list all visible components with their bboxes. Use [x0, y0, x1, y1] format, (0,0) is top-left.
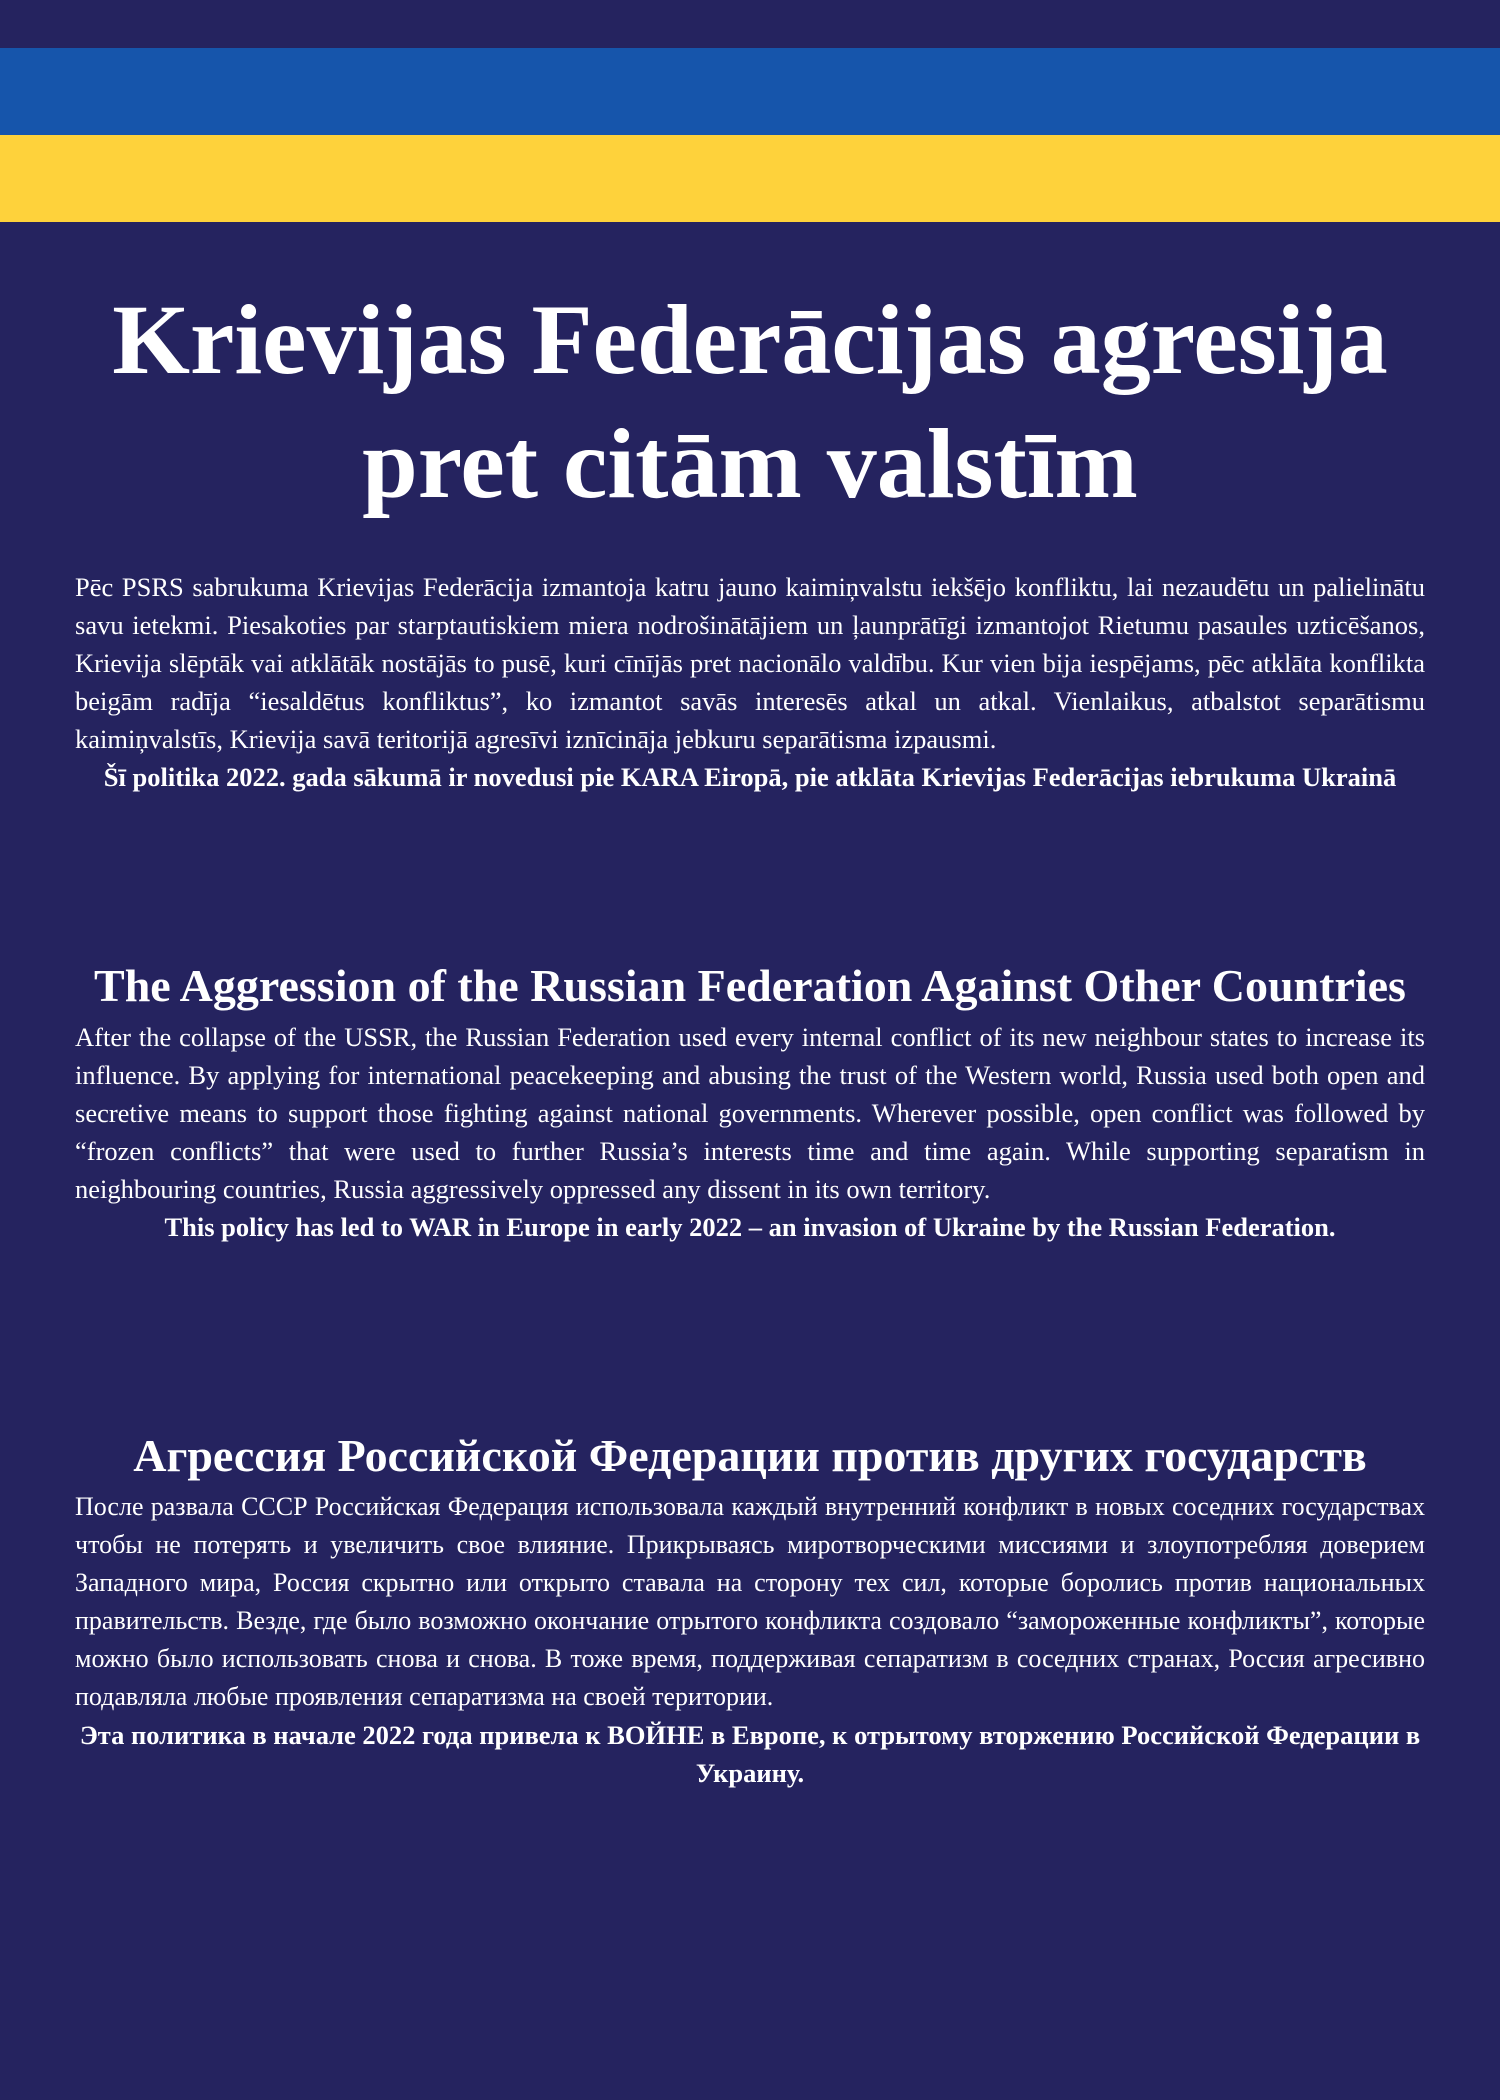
- flag-stripe-blue: [0, 48, 1500, 135]
- section-body: После развала СССР Российская Федерация использовала каждый внутренний конфликт в новых соседних государствах чтобы не потерять и увеличить свое влияние. Прикрываясь миротворческими миссиями и злоупотребляя доверием Западного мира, Россия скрытно или открыто ставала на сторону тех сил, которые боролись против национальных правительств. Везде, где было возможно окончание отрытого конфликта создовало “замороженные конфликты”, которые можно было использовать снова и снова. В тоже время, поддерживая сепаратизм в соседних странах, Россия агресивно подавляла любые проявления сепаратизма на своей територии.: [75, 1492, 1425, 1711]
- section-english: [75, 954, 1425, 1246]
- flag-stripe-yellow: [0, 135, 1500, 222]
- section-conclusion: Эта политика в начале 2022 года привела к ВОЙНЕ в Европе, к отрытому вторжению Российской Федерации в Украину.: [79, 1720, 1421, 1788]
- section-body: After the collapse of the USSR, the Russian Federation used every internal conflict of its new neighbour states to increase its influence. By applying for international peacekeeping and abusing the trust of the Western world, Russia used both open and secretive means to support those fighting against national governments. Wherever possible, open conflict was followed by “frozen conflicts” that were used to further Russia’s interests time and time again. While supporting separatism in neighbouring countries, Russia aggressively oppressed any dissent in its own territory.: [75, 1022, 1425, 1204]
- section-latvian: [75, 568, 1425, 796]
- section-conclusion: This policy has led to WAR in Europe in early 2022 – an invasion of Ukraine by the Russian Federation.: [164, 1212, 1336, 1242]
- section-body: Pēc PSRS sabrukuma Krievijas Federācija izmantoja katru jauno kaimiņvalstu iekšējo konfliktu, lai nezaudētu un palielinātu savu ietekmi. Piesakoties par starptautiskiem miera nodrošinātājiem un ļaunprātīgi izmantojot Rietumu pasaules uzticēšanos, Krievija slēptāk vai atklātāk nostājās to pusē, kuri cīnījās pret nacionālo valdību. Kur vien bija iespējams, pēc atklāta konflikta beigām radīja “iesaldētus konfliktus”, ko izmantot savās interesēs atkal un atkal. Vienlaikus, atbalstot separātismu kaimiņvalstīs, Krievija savā teritorijā agresīvi iznīcināja jebkuru separātisma izpausmi.: [75, 572, 1425, 754]
- page-title: Krievijas Federācijas agresija pret citām valstīm: [112, 284, 1388, 519]
- section-title: The Aggression of the Russian Federation Against Other Countries: [94, 960, 1406, 1011]
- section-russian: [75, 1424, 1425, 1792]
- section-conclusion: Šī politika 2022. gada sākumā ir novedusi pie KARA Eiropā, pie atklāta Krievijas Federācijas iebrukuma Ukrainā: [103, 762, 1397, 792]
- section-title: Агрессия Российской Федерации против других государств: [133, 1430, 1367, 1481]
